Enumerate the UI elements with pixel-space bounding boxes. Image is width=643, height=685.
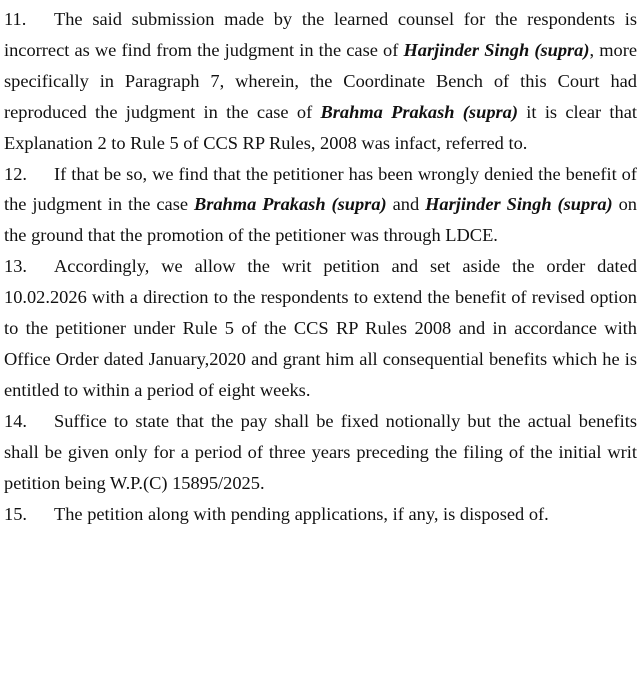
paragraph-13 bbox=[4, 251, 637, 406]
paragraph-number: 15. bbox=[4, 503, 27, 524]
paragraph-text: The said submission made by the learned counsel for the respondents is incorrect as we find from the judgment in the case of bbox=[4, 9, 637, 60]
case-citation: Brahma Prakash (supra) bbox=[193, 194, 387, 215]
paragraph-text: Accordingly, we allow the writ petition and set aside the order dated 10.02.2026 with a direction to the respondents to extend the benefit of revised option to the petitioner under Rule 5 of the CCS RP Rules 2008 and in accordance with Office Order dated January,2020 and grant him all consequential benefits which he is entitled to within a period of eight weeks. bbox=[4, 256, 637, 400]
paragraph-14 bbox=[4, 406, 637, 499]
case-citation: Brahma Prakash (supra) bbox=[320, 101, 518, 122]
paragraph-text: it is clear that Explanation 2 to Rule 5 of CCS RP Rules, 2008 was infact, referred to. bbox=[4, 101, 637, 153]
paragraph-text: and bbox=[386, 194, 426, 215]
paragraph-15 bbox=[4, 499, 637, 530]
judgment-page bbox=[4, 4, 637, 529]
paragraph-number: 13. bbox=[4, 256, 27, 277]
paragraph-number: 12. bbox=[4, 163, 27, 184]
paragraph-number: 11. bbox=[4, 9, 27, 29]
paragraph-text: on the ground that the promotion of the petitioner was through LDCE. bbox=[4, 194, 637, 246]
paragraph-text: Suffice to state that the pay shall be fixed notionally but the actual benefits shall be given only for a period of three years preceding the filing of the initial writ petition being W.P.(C) 15895/2025. bbox=[4, 410, 637, 493]
paragraph-text: The petition along with pending applications, if any, is disposed of. bbox=[54, 503, 549, 524]
paragraph-number: 14. bbox=[4, 410, 27, 431]
paragraph-11 bbox=[4, 4, 637, 159]
paragraph-12 bbox=[4, 159, 637, 252]
paragraph-text: , more specifically in Paragraph 7, wherein, the Coordinate Bench of this Court had reproduced the judgment in the case of bbox=[4, 39, 638, 122]
case-citation: Harjinder Singh (supra) bbox=[403, 39, 590, 60]
paragraph-text: If that be so, we find that the petitioner has been wrongly denied the benefit of the judgment in the case bbox=[4, 163, 637, 215]
case-citation: Harjinder Singh (supra) bbox=[425, 194, 613, 215]
